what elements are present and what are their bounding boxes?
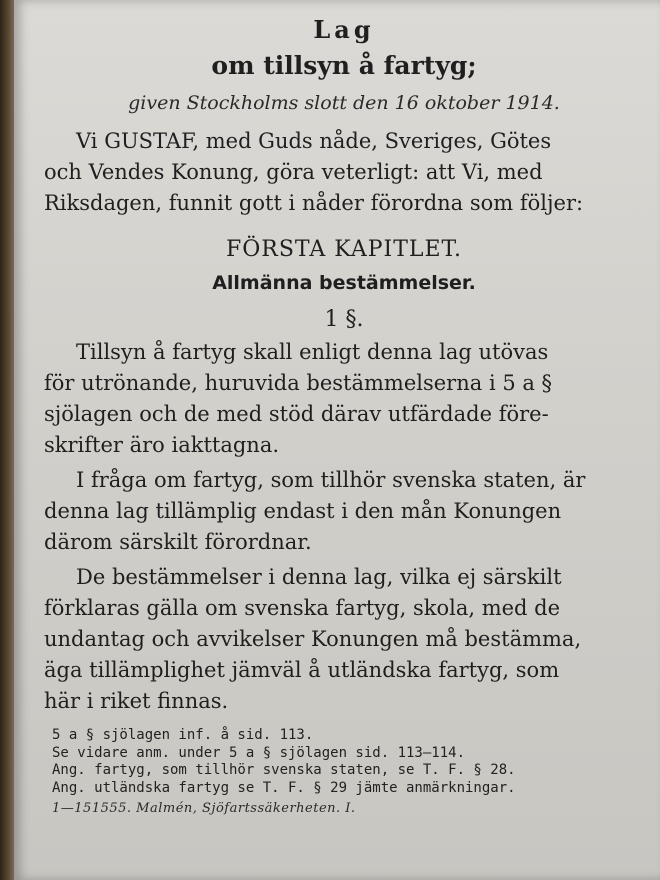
given-line: given Stockholms slott den 16 oktober 1914. — [128, 92, 560, 114]
book-spine-shadow — [0, 0, 14, 880]
paragraph-line: I fråga om fartyg, som tillhör svenska staten, är — [76, 468, 586, 492]
paragraph-line: för utrönande, huruvida bestämmelserna i 5 a § — [44, 371, 553, 395]
paragraph-line: De bestämmelser i denna lag, vilka ej särskilt — [76, 565, 562, 589]
paragraph-line: denna lag tillämplig endast i den mån Konungen — [44, 499, 562, 523]
paragraph-3 — [44, 562, 644, 717]
paragraph-line: därom särskilt förordnar. — [44, 530, 312, 554]
section-heading: Allmänna bestämmelser. — [212, 272, 476, 294]
intro-line: Vi GUSTAF, med Guds nåde, Sveriges, Götes — [76, 129, 552, 153]
intro-paragraph — [44, 126, 644, 219]
law-title: Lag — [313, 15, 375, 44]
paragraph-line: Tillsyn å fartyg skall enligt denna lag utövas — [76, 340, 549, 364]
paragraph-line: förklaras gälla om svenska fartyg, skola, med de — [44, 596, 561, 620]
page-text — [44, 14, 644, 819]
footnote-line: Se vidare anm. under 5 a § sjölagen sid. 113—114. — [52, 744, 466, 761]
paragraph-line: här i riket finnas. — [44, 689, 229, 713]
footnote-line: 5 a § sjölagen inf. å sid. 113. — [52, 727, 314, 743]
footnote-line: Ang. utländska fartyg se T. F. § 29 jämte anmärkningar. — [52, 779, 516, 796]
chapter-heading: FÖRSTA KAPITLET. — [226, 237, 462, 262]
paragraph-line: äga tillämplighet jämväl å utländska fartyg, som — [44, 658, 560, 682]
footnotes — [44, 727, 644, 797]
intro-line: Riksdagen, funnit gott i nåder förordna som följer: — [44, 191, 584, 215]
paragraph-line: skrifter äro iakttagna. — [44, 433, 280, 457]
intro-line: och Vendes Konung, göra veterligt: att Vi, med — [44, 160, 543, 184]
paragraph-1 — [44, 337, 644, 461]
printer-footer: 1—151555. Malmén, Sjöfartssäkerheten. I. — [52, 801, 356, 816]
footnote-line: Ang. fartyg, som tillhör svenska staten, se T. F. § 28. — [52, 762, 516, 778]
book-page — [14, 0, 660, 880]
paragraph-2 — [44, 465, 644, 558]
paragraph-number: 1 §. — [324, 307, 364, 332]
law-subtitle: om tillsyn å fartyg; — [211, 51, 477, 80]
paragraph-line: sjölagen och de med stöd därav utfärdade före- — [44, 402, 549, 426]
paragraph-line: undantag och avvikelser Konungen må bestämma, — [44, 627, 582, 651]
